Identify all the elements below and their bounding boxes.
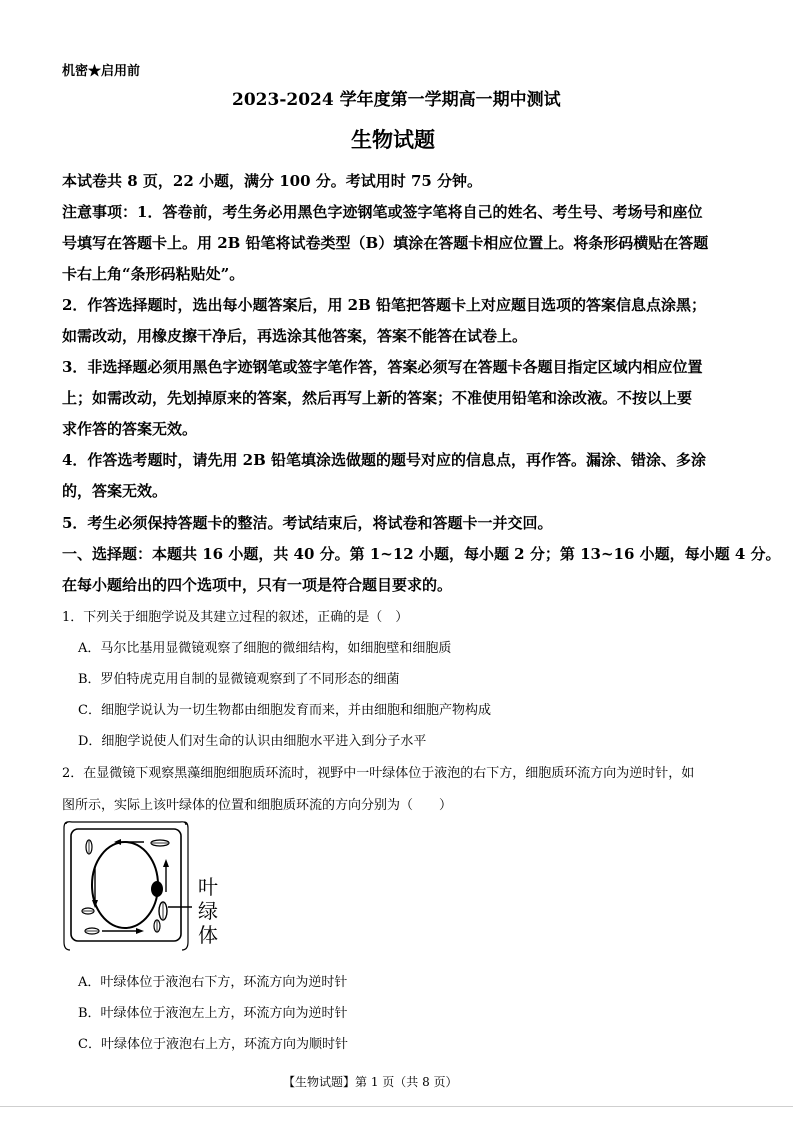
note-line: 上；如需改动，先划掉原来的答案，然后再写上新的答案；不准使用铅笔和涂改液。不按以上要 <box>62 389 693 407</box>
subject-title: 生物试题 <box>351 127 435 152</box>
question-1-option-b: B．罗伯特虎克用自制的显微镜观察到了不同形态的细菌 <box>78 672 400 687</box>
note-line: 2．作答选择题时，选出每小题答案后，用 2B 铅笔把答题卡上对应题目选项的答案信息点涂黑； <box>62 296 707 314</box>
label-char: 绿 <box>198 899 218 923</box>
note-line: 3．非选择题必须用黑色字迹钢笔或签字笔作答，答案必须写在答题卡各题目指定区域内相应位置 <box>62 358 703 376</box>
question-2-stem: 2．在显微镜下观察黑藻细胞细胞质环流时，视野中一叶绿体位于液泡的右下方，细胞质环流方向为逆时针，如 <box>62 766 695 781</box>
note-line: 号填写在答题卡上。用 2B 铅笔将试卷类型（B）填涂在答题卡相应位置上。将条形码横贴在答题 <box>62 234 709 252</box>
section-heading: 一、选择题：本题共 16 小题，共 40 分。第 1~12 小题，每小题 2 分；第 13~16 小题，每小题 4 分。 <box>62 545 781 563</box>
question-1-option-c: C．细胞学说认为一切生物都由细胞发育而来，并由细胞和细胞产物构成 <box>78 703 491 718</box>
secret-label: 机密★启用前 <box>62 64 141 79</box>
question-1-option-d: D．细胞学说使人们对生命的认识由细胞水平进入到分子水平 <box>78 734 427 749</box>
question-2-stem: 图所示，实际上该叶绿体的位置和细胞质环流的方向分别为（ ） <box>62 798 453 813</box>
note-line: 注意事项：1．答卷前，考生务必用黑色字迹钢笔或签字笔将自己的姓名、考生号、考场号和座位 <box>62 203 703 221</box>
cell-diagram <box>62 820 192 952</box>
bottom-divider <box>0 1106 793 1107</box>
note-line: 如需改动，用橡皮擦干净后，再选涂其他答案，答案不能答在试卷上。 <box>62 327 528 345</box>
label-char: 叶 <box>198 875 218 899</box>
note-line: 卡右上角“条形码粘贴处”。 <box>62 265 245 283</box>
note-line: 4．作答选考题时，请先用 2B 铅笔填涂选做题的题号对应的信息点，再作答。漏涂、错涂、多涂 <box>62 451 707 469</box>
intro-line: 本试卷共 8 页，22 小题，满分 100 分。考试用时 75 分钟。 <box>62 172 483 190</box>
question-1-stem: 1．下列关于细胞学说及其建立过程的叙述，正确的是（ ） <box>62 610 409 625</box>
chloroplast-label <box>198 875 218 947</box>
question-1-option-a: A．马尔比基用显微镜观察了细胞的微细结构，如细胞壁和细胞质 <box>78 641 452 656</box>
section-heading: 在每小题给出的四个选项中，只有一项是符合题目要求的。 <box>62 576 453 594</box>
label-char: 体 <box>198 923 218 947</box>
exam-title: 2023-2024 学年度第一学期高一期中测试 <box>232 90 561 110</box>
note-line: 求作答的答案无效。 <box>62 420 198 438</box>
question-2-option-b: B．叶绿体位于液泡左上方，环流方向为逆时针 <box>78 1006 348 1021</box>
note-line: 的，答案无效。 <box>62 482 168 500</box>
question-2-option-a: A．叶绿体位于液泡右下方，环流方向为逆时针 <box>78 975 348 990</box>
question-2-option-c: C．叶绿体位于液泡右上方，环流方向为顺时针 <box>78 1037 348 1052</box>
note-line: 5．考生必须保持答题卡的整洁。考试结束后，将试卷和答题卡一并交回。 <box>62 514 553 532</box>
page-footer: 【生物试题】第 1 页（共 8 页） <box>283 1075 458 1089</box>
